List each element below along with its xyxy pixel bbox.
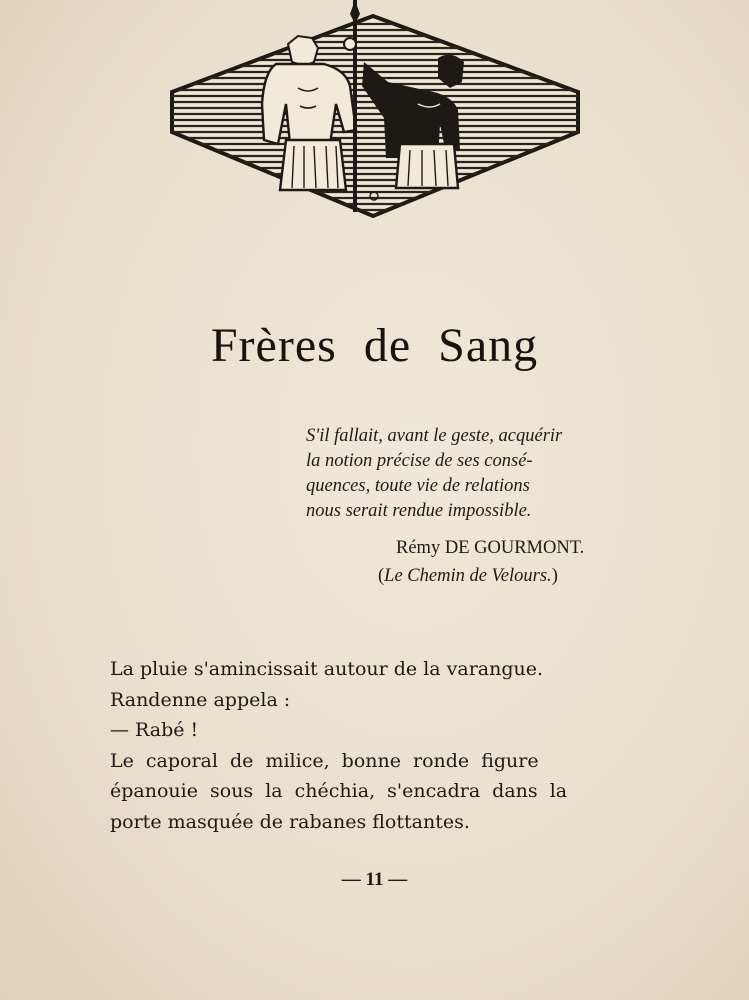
body-line: — Rabé ! (110, 719, 199, 741)
epigraph-line: quences, toute vie de relations (306, 476, 530, 496)
page-number: — 11 — (341, 869, 408, 890)
body-line: Le caporal de milice, bonne ronde figure (110, 749, 539, 772)
epigraph-line: nous serait rendue impossible. (306, 501, 532, 521)
epigraph (306, 424, 651, 524)
pale-hand (344, 38, 356, 50)
body-line: La pluie s'amincissait autour de la varangue. (110, 658, 544, 680)
source-open-paren: ( (378, 566, 385, 586)
body-line: Randenne appela : (110, 688, 291, 711)
source-close-paren: ) (551, 566, 558, 586)
author-first-name: Rémy (396, 538, 441, 558)
woodcut-illustration (168, 0, 582, 226)
source-title: Le Chemin de Velours. (384, 566, 552, 586)
epigraph-author (396, 538, 584, 559)
chapter-title: Frères de Sang (210, 319, 539, 372)
body-text (110, 654, 642, 837)
epigraph-line: la notion précise de ses consé- (306, 451, 533, 471)
body-line: porte masquée de rabanes flottantes. (110, 810, 470, 833)
author-last-name: DE GOURMONT. (444, 538, 585, 558)
body-line: épanouie sous la chéchia, s'encadra dans la (110, 780, 568, 802)
epigraph-line: S'il fallait, avant le geste, acquérir (306, 426, 563, 446)
epigraph-source (378, 566, 558, 587)
